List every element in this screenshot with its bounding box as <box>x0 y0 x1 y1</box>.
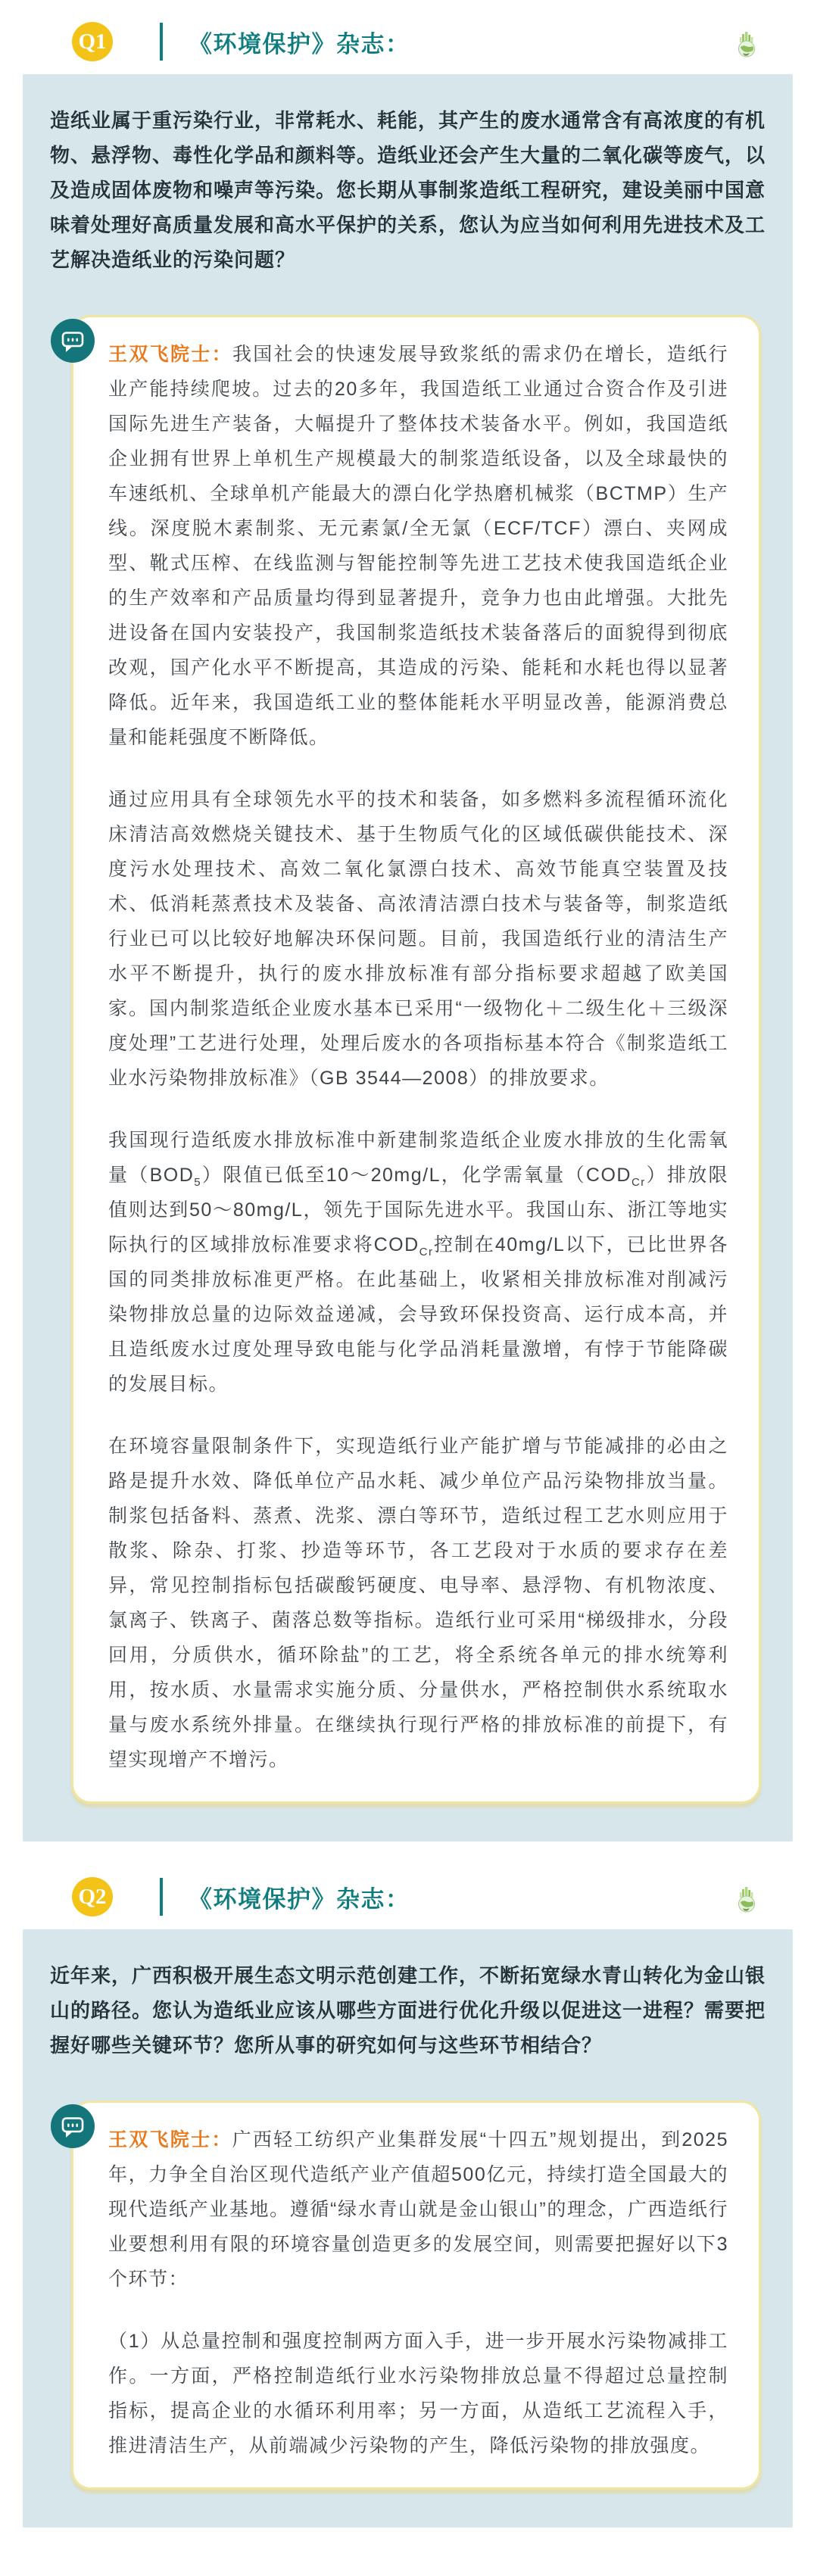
question-text-q2: 近年来，广西积极开展生态文明示范创建工作，不断拓宽绿水青山转化为金山银山的路径。您认为造纸业应该从哪些方面进行优化升级以促进这一进程？需要把握好哪些关键环节？您所从事的研究如何与这些环节相结合？ <box>50 1964 766 2057</box>
question-panel-q2 <box>23 1929 793 2528</box>
answer-paragraph: 在环境容量限制条件下，实现造纸行业产能扩增与节能减排的必由之路是提升水效、降低单位产品水耗、减少单位产品污染物排放当量。制浆包括备料、蒸煮、洗浆、漂白等环节，造纸过程工艺水则应用于散浆、除杂、打浆、抄造等环节，各工艺段对于水质的要求存在差异，常见控制指标包括碳酸钙硬度、电导率、悬浮物、有机物浓度、氯离子、铁离子、菌落总数等指标。造纸行业可采用“梯级排水，分段回用，分质供水，循环除盐”的工艺，将全系统各单元的排水统筹利用，按水质、水量需求实施分质、分量供水，严格控制供水系统取水量与废水系统外排量。在继续执行现行严格的排放标准的前提下，有望实现增产不增污。 <box>108 1436 728 1770</box>
answer-paragraph <box>108 337 728 755</box>
qa-section-1 <box>0 20 814 1842</box>
question-panel-q1 <box>23 74 793 1842</box>
answer-paragraph <box>108 2122 728 2297</box>
answer-paragraph-text: 广西轻工纺织产业集群发展“十四五”规划提出，到2025年，力争全自治区现代造纸产业产值超500亿元，持续打造全国最大的现代造纸产业基地。遵循“绿水青山就是金山银山”的理念，广西造纸行业要想利用有限的环境容量创造更多的发展空间，则需要把握好以下3个环节： <box>108 2129 728 2290</box>
answer-paragraph: 我国现行造纸废水排放标准中新建制浆造纸企业废水排放的生化需氧量$(BOD_5)$限值已低至10～20mg/L，化学需氧量$(COD_{Cr})$排放限值则达到50～80mg/L，领先于国际先进水平。我国山东、浙江等地实际执行的区域排放标准要求将$COD_{Cr}$控制在40mg/L以下，已比世界各国的同类排放标准更严格。在此基础上，收紧相关排放标准对削减污染物排放总量的边际效益递减，会导致环保投资高、运行成本高，并且造纸废水过度处理导致电能与化学品消耗量激增，有悖于节能降碳的发展目标。 <box>108 1130 728 1395</box>
answer-body-q1 <box>108 337 728 1777</box>
answer-paragraph: 通过应用具有全球领先水平的技术和装备，如多燃料多流程循环流化床清洁高效燃烧关键技术、基于生物质气化的区域低碳供能技术、深度污水处理技术、高效二氧化氯漂白技术、高效节能真空装置及技术、低消耗蒸煮技术及装备、高浓清洁漂白技术与装备等，制浆造纸行业已可以比较好地解决环保问题。目前，我国造纸行业的清洁生产水平不断提升，执行的废水排放标准有部分指标要求超越了欧美国家。国内制浆造纸企业废水基本已采用“一级物化＋二级生化＋三级深度处理”工艺进行处理，处理后废水的各项指标基本符合《制浆造纸工业水污染物排放标准》（GB 3544—2008）的排放要求。 <box>108 789 728 1089</box>
answer-card-q1 <box>71 315 761 1804</box>
eco-globe-icon <box>737 1887 756 1913</box>
magazine-title: 《环境保护》杂志： <box>189 1885 410 1913</box>
section-header-q2 <box>72 1875 793 1919</box>
speaker-name: 王双飞院士： <box>108 344 232 365</box>
answer-body-q2 <box>108 2122 728 2463</box>
section-header-q1 <box>72 20 793 64</box>
header-divider <box>160 23 163 61</box>
speaker-name: 王双飞院士： <box>108 2129 232 2150</box>
qa-section-2 <box>0 1875 814 2528</box>
answer-card-q2 <box>71 2100 761 2490</box>
question-badge-q1: Q1 <box>72 22 113 61</box>
chat-bubble-icon <box>51 319 95 363</box>
question-text-q1: 造纸业属于重污染行业，非常耗水、耗能，其产生的废水通常含有高浓度的有机物、悬浮物、毒性化学品和颜料等。造纸业还会产生大量的二氧化碳等废气，以及造成固体废物和噪声等污染。您长期从事制浆造纸工程研究，建设美丽中国意味着处理好高质量发展和高水平保护的关系，您认为应当如何利用先进技术及工艺解决造纸业的污染问题？ <box>50 109 766 271</box>
chat-bubble-icon <box>51 2104 95 2148</box>
header-divider <box>160 1878 163 1916</box>
magazine-title: 《环境保护》杂志： <box>189 30 410 58</box>
eco-globe-icon <box>737 32 756 58</box>
question-badge-q2: Q2 <box>72 1877 113 1916</box>
answer-paragraph-text: 我国社会的快速发展导致浆纸的需求仍在增长，造纸行业产能持续爬坡。过去的20多年，我国造纸工业通过合资合作及引进国际先进生产装备，大幅提升了整体技术装备水平。例如，我国造纸企业拥有世界上单机生产规模最大的制浆造纸设备，以及全球最快的车速纸机、全球单机产能最大的漂白化学热磨机械浆（BCTMP）生产线。深度脱木素制浆、无元素氯/全无氯（ECF/TCF）漂白、夹网成型、靴式压榨、在线监测与智能控制等先进工艺技术使我国造纸企业的生产效率和产品质量均得到显著提升，竞争力也由此增强。大批先进设备在国内安装投产，我国制浆造纸技术装备落后的面貌得到彻底改观，国产化水平不断提高，其造成的污染、能耗和水耗也得以显著降低。近年来，我国造纸工业的整体能耗水平明显改善，能源消费总量和能耗强度不断降低。 <box>108 344 728 748</box>
answer-paragraph: （1）从总量控制和强度控制两方面入手，进一步开展水污染物减排工作。一方面，严格控制造纸行业水污染物排放总量不得超过总量控制指标，提高企业的水循环利用率；另一方面，从造纸工艺流程入手，推进清洁生产，从前端减少污染物的产生，降低污染物的排放强度。 <box>108 2331 728 2456</box>
